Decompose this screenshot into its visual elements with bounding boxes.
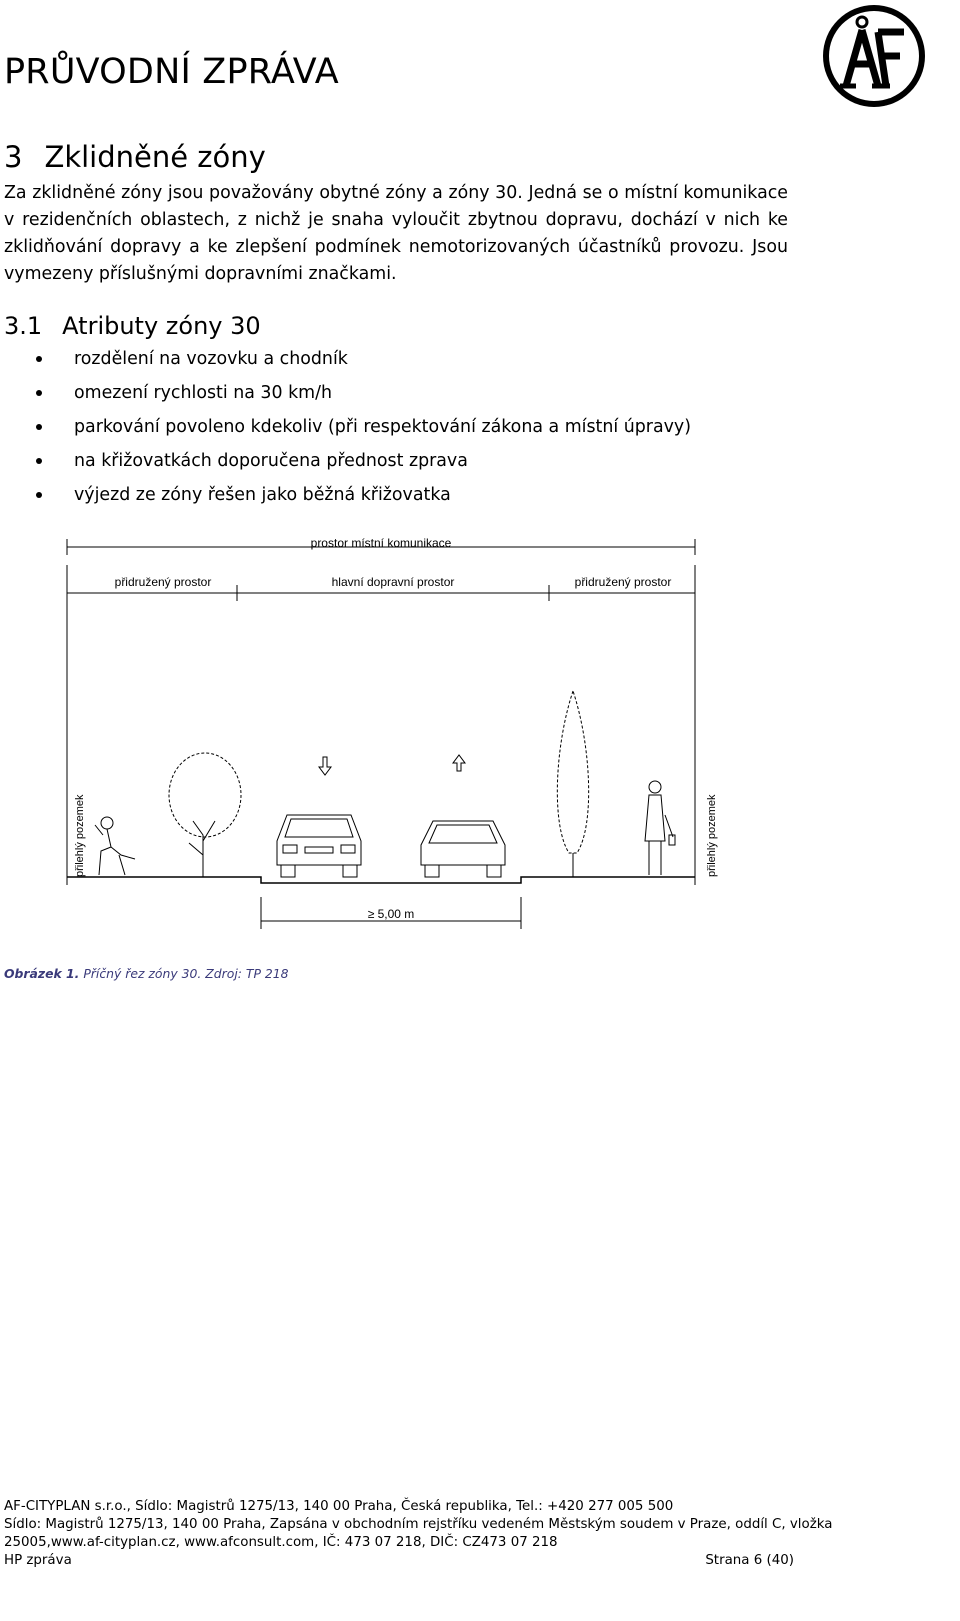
list-item: parkování povoleno kdekoliv (při respektování zákona a místní úpravy) — [36, 412, 691, 446]
list-item: výjezd ze zóny řešen jako běžná křižovatka — [36, 480, 691, 514]
figure-left-label: přidružený prostor — [114, 575, 212, 589]
figure-side-label-right: přilehlý pozemek — [706, 794, 718, 877]
section-number: 3 — [4, 140, 23, 174]
section-heading — [4, 140, 266, 174]
footer-line: 25005,www.af-cityplan.cz, www.afconsult.com, IČ: 473 07 218, DIČ: CZ473 07 218 — [4, 1535, 558, 1550]
footer-line: AF-CITYPLAN s.r.o., Sídlo: Magistrů 1275/13, 140 00 Praha, Česká republika, Tel.: +420 277 005 500 — [4, 1499, 674, 1514]
section-paragraph: Za zklidněné zóny jsou považovány obytné zóny a zóny 30. Jedná se o místní komunikace v rezidenčních oblastech, z nichž je snaha vyloučit zbytnou dopravu, dochází v nich ke zklidňování dopravy a ke zlepšení podmínek nemotorizovaných účastníků provozu. Jsou vymezeny příslušnými dopravními značkami. — [4, 183, 788, 284]
figure-side-label-left: přilehlý pozemek — [74, 794, 86, 877]
figure-center-label: hlavní dopravní prostor — [331, 575, 455, 589]
car-front-icon — [277, 815, 361, 877]
car-rear-icon — [421, 821, 505, 877]
bullet-icon — [36, 424, 42, 430]
subsection-number: 3.1 — [4, 312, 43, 340]
figure-width-label: ≥ 5,00 m — [367, 907, 415, 921]
figure-top-label: prostor místní komunikace — [310, 536, 452, 550]
footer-doc-type: HP zpráva — [4, 1553, 72, 1568]
cross-section-figure — [55, 525, 735, 945]
list-item: rozdělení na vozovku a chodník — [36, 344, 691, 378]
down-arrow-icon — [319, 757, 331, 775]
standing-person-icon — [645, 781, 675, 875]
list-item: omezení rychlosti na 30 km/h — [36, 378, 691, 412]
page-footer — [4, 1498, 833, 1570]
bullet-icon — [36, 458, 42, 464]
seated-person-icon — [95, 817, 135, 875]
bullet-icon — [36, 356, 42, 362]
af-logo — [820, 2, 928, 110]
up-arrow-icon — [453, 755, 465, 771]
document-title: PRŮVODNÍ ZPRÁVA — [4, 52, 339, 92]
page-number: Strana 6 (40) — [705, 1553, 794, 1568]
footer-line: Sídlo: Magistrů 1275/13, 140 00 Praha, Zapsána v obchodním rejstříku vedeném Městským soudem v Praze, oddíl C, vložka — [4, 1517, 833, 1532]
caption-text: Příčný řez zóny 30. Zdroj: TP 218 — [83, 966, 289, 981]
tree-icon — [169, 753, 241, 877]
subsection-heading — [4, 312, 261, 340]
section-title: Zklidněné zóny — [44, 140, 266, 174]
cypress-tree-icon — [557, 691, 588, 877]
attribute-list — [36, 344, 691, 514]
subsection-title: Atributy zóny 30 — [62, 312, 261, 340]
figure-right-label: přidružený prostor — [574, 575, 672, 589]
list-item: na křižovatkách doporučena přednost zprava — [36, 446, 691, 480]
figure-caption — [4, 966, 289, 981]
bullet-icon — [36, 390, 42, 396]
caption-label: Obrázek 1. — [4, 966, 80, 981]
bullet-icon — [36, 492, 42, 498]
